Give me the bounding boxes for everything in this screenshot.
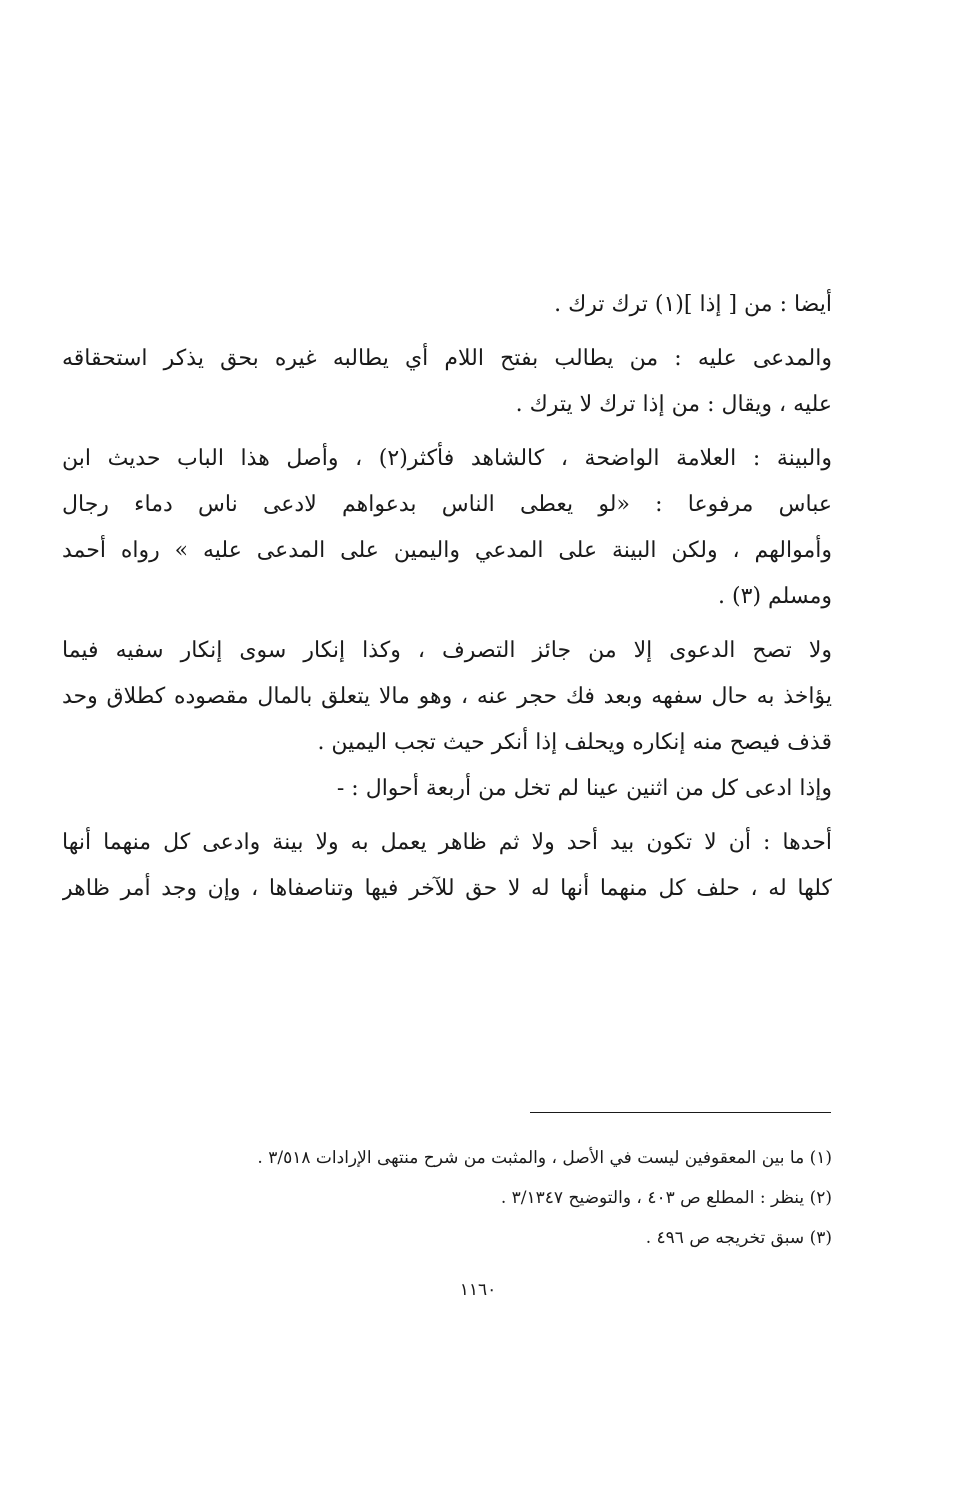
text-line-11: وإذا ادعى كل من اثنين عينا لم تخل من أربعة أحوال : - (336, 776, 832, 801)
footnote-3: (٣) سبق تخريجه ص ٤٩٦ . (645, 1228, 832, 1248)
text-line-8: ولا تصح الدعوى إلا من جائز التصرف ، وكذا إنكار سوى إنكار سفيه فيما (62, 638, 832, 663)
page-number: ١١٦٠ (459, 1280, 497, 1300)
footnote-divider (530, 1112, 831, 1113)
text-line-2: والمدعى عليه : من يطالب بفتح اللام أي يطالبه غيره بحق يذكر استحقاقه (62, 346, 832, 371)
text-line-10: قذف فيصح منه إنكاره ويحلف إذا أنكر حيث تجب اليمين . (317, 730, 832, 755)
footnote-2: (٢) ينظر : المطلع ص ٤٠٣ ، والتوضيح ٣/١٣٤٧ . (500, 1188, 832, 1208)
text-line-9: يؤاخذ به حال سفهه وبعد فك حجر عنه ، وهو مالا يتعلق بالمال مقصوده كطلاق وحد (62, 684, 832, 709)
text-line-4: والبينة : العلامة الواضحة ، كالشاهد فأكثر(٢) ، وأصل هذا الباب حديث ابن (62, 446, 832, 471)
footnote-1: (١) ما بين المعقوفين ليست في الأصل ، والمثبت من شرح منتهى الإرادات ٣/٥١٨ . (257, 1148, 832, 1168)
text-line-1: أيضا : من [ إذا ](١) ترك ترك . (554, 292, 832, 317)
text-line-12: أحدها : أن لا تكون بيد أحد ولا ثم ظاهر يعمل به ولا بينة وادعى كل منهما أنها (62, 830, 832, 855)
text-line-3: عليه ، ويقال : من إذا ترك لا يترك . (515, 392, 832, 417)
footnotes-block (100, 1138, 832, 1258)
text-line-5: عباس مرفوعا : «لو يعطى الناس بدعواهم لادعى ناس دماء رجال (62, 492, 832, 517)
text-line-7: ومسلم (٣) . (718, 584, 832, 609)
text-line-13: كلها له ، حلف كل منهما أنها له لا حق للآخر فيها وتناصفاها ، وإن وجد أمر ظاهر (62, 876, 832, 901)
text-line-6: وأموالهم ، ولكن البينة على المدعي واليمين على المدعى عليه » رواه أحمد (62, 538, 832, 563)
main-text-block (62, 282, 832, 912)
